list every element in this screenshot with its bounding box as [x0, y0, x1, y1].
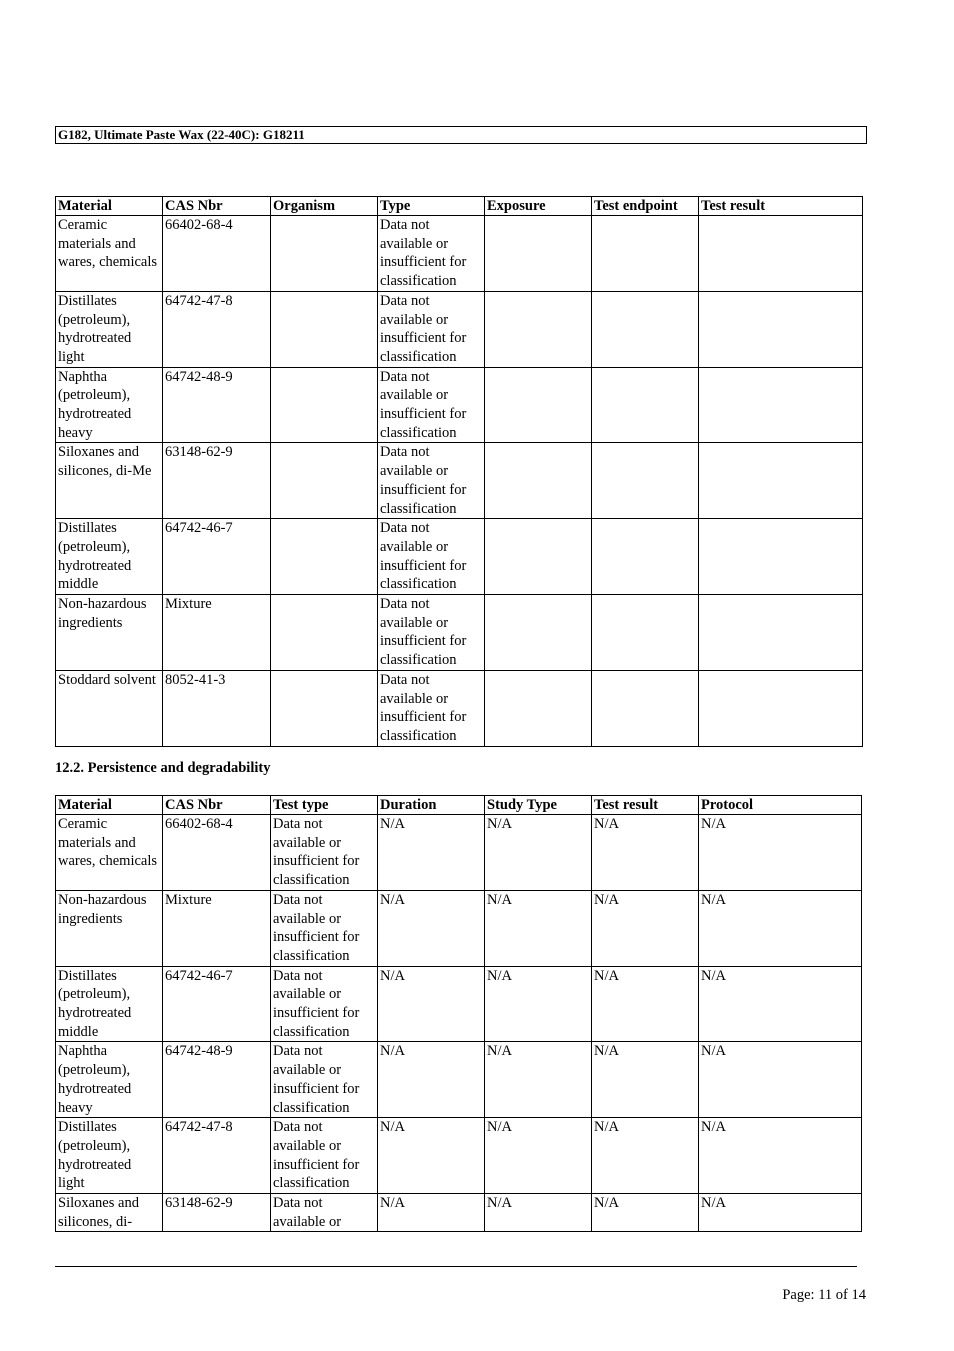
cell-result: N/A: [592, 1194, 699, 1232]
cell-material: Non-hazardous ingredients: [56, 595, 163, 671]
cell-study-type: N/A: [485, 890, 592, 966]
cell-result: [699, 443, 863, 519]
cell-type: Data not available or insufficient for classification: [378, 367, 485, 443]
cell-cas: 63148-62-9: [163, 1194, 271, 1232]
cell-duration: N/A: [378, 1118, 485, 1194]
cell-type: Data not available or insufficient for classification: [378, 291, 485, 367]
cell-cas: 63148-62-9: [163, 443, 271, 519]
cell-organism: [271, 595, 378, 671]
cell-test-type: Data not available or insufficient for classification: [271, 966, 378, 1042]
cell-result: [699, 670, 863, 746]
cell-organism: [271, 443, 378, 519]
cell-organism: [271, 519, 378, 595]
cell-endpoint: [592, 519, 699, 595]
cell-exposure: [485, 291, 592, 367]
cell-cas: Mixture: [163, 890, 271, 966]
cell-protocol: N/A: [699, 966, 862, 1042]
cell-duration: N/A: [378, 890, 485, 966]
cell-duration: N/A: [378, 1042, 485, 1118]
cell-exposure: [485, 367, 592, 443]
cell-organism: [271, 291, 378, 367]
table-row: [56, 670, 863, 746]
cell-study-type: N/A: [485, 815, 592, 891]
page-number: Page: 11 of 14: [782, 1287, 866, 1303]
cell-result: N/A: [592, 1118, 699, 1194]
column-header-type: Type: [378, 197, 485, 216]
cell-organism: [271, 216, 378, 292]
cell-result: N/A: [592, 1042, 699, 1118]
table-header-row: [56, 197, 863, 216]
cell-result: [699, 216, 863, 292]
cell-cas: 66402-68-4: [163, 216, 271, 292]
column-header-study-type: Study Type: [485, 796, 592, 815]
cell-material: Distillates (petroleum), hydrotreated middle: [56, 519, 163, 595]
cell-material: Naphtha (petroleum), hydrotreated heavy: [56, 1042, 163, 1118]
cell-endpoint: [592, 291, 699, 367]
cell-exposure: [485, 519, 592, 595]
cell-material: Naphtha (petroleum), hydrotreated heavy: [56, 367, 163, 443]
table-row: [56, 367, 863, 443]
cell-cas: 64742-48-9: [163, 1042, 271, 1118]
cell-test-type: Data not available or insufficient for classification: [271, 1118, 378, 1194]
cell-exposure: [485, 443, 592, 519]
cell-result: N/A: [592, 890, 699, 966]
cell-cas: 66402-68-4: [163, 815, 271, 891]
document-header: G182, Ultimate Paste Wax (22-40C): G18211: [55, 126, 867, 144]
cell-result: [699, 519, 863, 595]
cell-study-type: N/A: [485, 1194, 592, 1232]
cell-type: Data not available or insufficient for classification: [378, 216, 485, 292]
table-row: [56, 519, 863, 595]
cell-exposure: [485, 670, 592, 746]
column-header-cas: CAS Nbr: [163, 796, 271, 815]
table-row: [56, 1194, 862, 1232]
cell-result: N/A: [592, 966, 699, 1042]
cell-endpoint: [592, 670, 699, 746]
cell-material: Siloxanes and silicones, di-Me: [56, 443, 163, 519]
cell-material: Distillates (petroleum), hydrotreated light: [56, 291, 163, 367]
cell-cas: 64742-46-7: [163, 966, 271, 1042]
table-row: [56, 291, 863, 367]
cell-type: Data not available or insufficient for classification: [378, 443, 485, 519]
cell-protocol: N/A: [699, 1042, 862, 1118]
cell-exposure: [485, 595, 592, 671]
cell-endpoint: [592, 595, 699, 671]
column-header-cas: CAS Nbr: [163, 197, 271, 216]
cell-cas: 64742-47-8: [163, 291, 271, 367]
cell-protocol: N/A: [699, 1194, 862, 1232]
cell-duration: N/A: [378, 1194, 485, 1232]
cell-duration: N/A: [378, 966, 485, 1042]
column-header-duration: Duration: [378, 796, 485, 815]
cell-study-type: N/A: [485, 966, 592, 1042]
cell-material: Ceramic materials and wares, chemicals: [56, 815, 163, 891]
cell-protocol: N/A: [699, 815, 862, 891]
column-header-exposure: Exposure: [485, 197, 592, 216]
table-row: [56, 890, 862, 966]
cell-organism: [271, 367, 378, 443]
cell-type: Data not available or insufficient for classification: [378, 670, 485, 746]
cell-test-type: Data not available or insufficient for classification: [271, 890, 378, 966]
table-row: [56, 1118, 862, 1194]
column-header-organism: Organism: [271, 197, 378, 216]
cell-cas: 64742-48-9: [163, 367, 271, 443]
table-row: [56, 815, 862, 891]
cell-endpoint: [592, 443, 699, 519]
toxicity-table: [55, 196, 863, 747]
cell-result: N/A: [592, 815, 699, 891]
cell-material: Siloxanes and silicones, di-: [56, 1194, 163, 1232]
cell-material: Ceramic materials and wares, chemicals: [56, 216, 163, 292]
cell-organism: [271, 670, 378, 746]
column-header-protocol: Protocol: [699, 796, 862, 815]
section-heading-degradability: 12.2. Persistence and degradability: [55, 760, 271, 776]
degradability-table: [55, 795, 862, 1232]
table-row: [56, 1042, 862, 1118]
cell-type: Data not available or insufficient for classification: [378, 595, 485, 671]
table-header-row: [56, 796, 862, 815]
cell-study-type: N/A: [485, 1118, 592, 1194]
column-header-test-type: Test type: [271, 796, 378, 815]
cell-cas: 64742-47-8: [163, 1118, 271, 1194]
cell-endpoint: [592, 367, 699, 443]
cell-material: Stoddard solvent: [56, 670, 163, 746]
column-header-material: Material: [56, 197, 163, 216]
table-row: [56, 595, 863, 671]
cell-protocol: N/A: [699, 890, 862, 966]
cell-test-type: Data not available or insufficient for classification: [271, 815, 378, 891]
column-header-test-result: Test result: [592, 796, 699, 815]
column-header-test-endpoint: Test endpoint: [592, 197, 699, 216]
cell-test-type: Data not available or: [271, 1194, 378, 1232]
cell-material: Distillates (petroleum), hydrotreated middle: [56, 966, 163, 1042]
cell-result: [699, 595, 863, 671]
table-row: [56, 443, 863, 519]
table-row: [56, 216, 863, 292]
cell-cas: 64742-46-7: [163, 519, 271, 595]
cell-endpoint: [592, 216, 699, 292]
column-header-test-result: Test result: [699, 197, 863, 216]
table-row: [56, 966, 862, 1042]
footer-divider: [55, 1266, 857, 1267]
cell-result: [699, 367, 863, 443]
cell-cas: Mixture: [163, 595, 271, 671]
cell-protocol: N/A: [699, 1118, 862, 1194]
cell-study-type: N/A: [485, 1042, 592, 1118]
cell-result: [699, 291, 863, 367]
column-header-material: Material: [56, 796, 163, 815]
cell-material: Non-hazardous ingredients: [56, 890, 163, 966]
cell-exposure: [485, 216, 592, 292]
cell-test-type: Data not available or insufficient for classification: [271, 1042, 378, 1118]
cell-type: Data not available or insufficient for classification: [378, 519, 485, 595]
cell-cas: 8052-41-3: [163, 670, 271, 746]
cell-material: Distillates (petroleum), hydrotreated light: [56, 1118, 163, 1194]
cell-duration: N/A: [378, 815, 485, 891]
